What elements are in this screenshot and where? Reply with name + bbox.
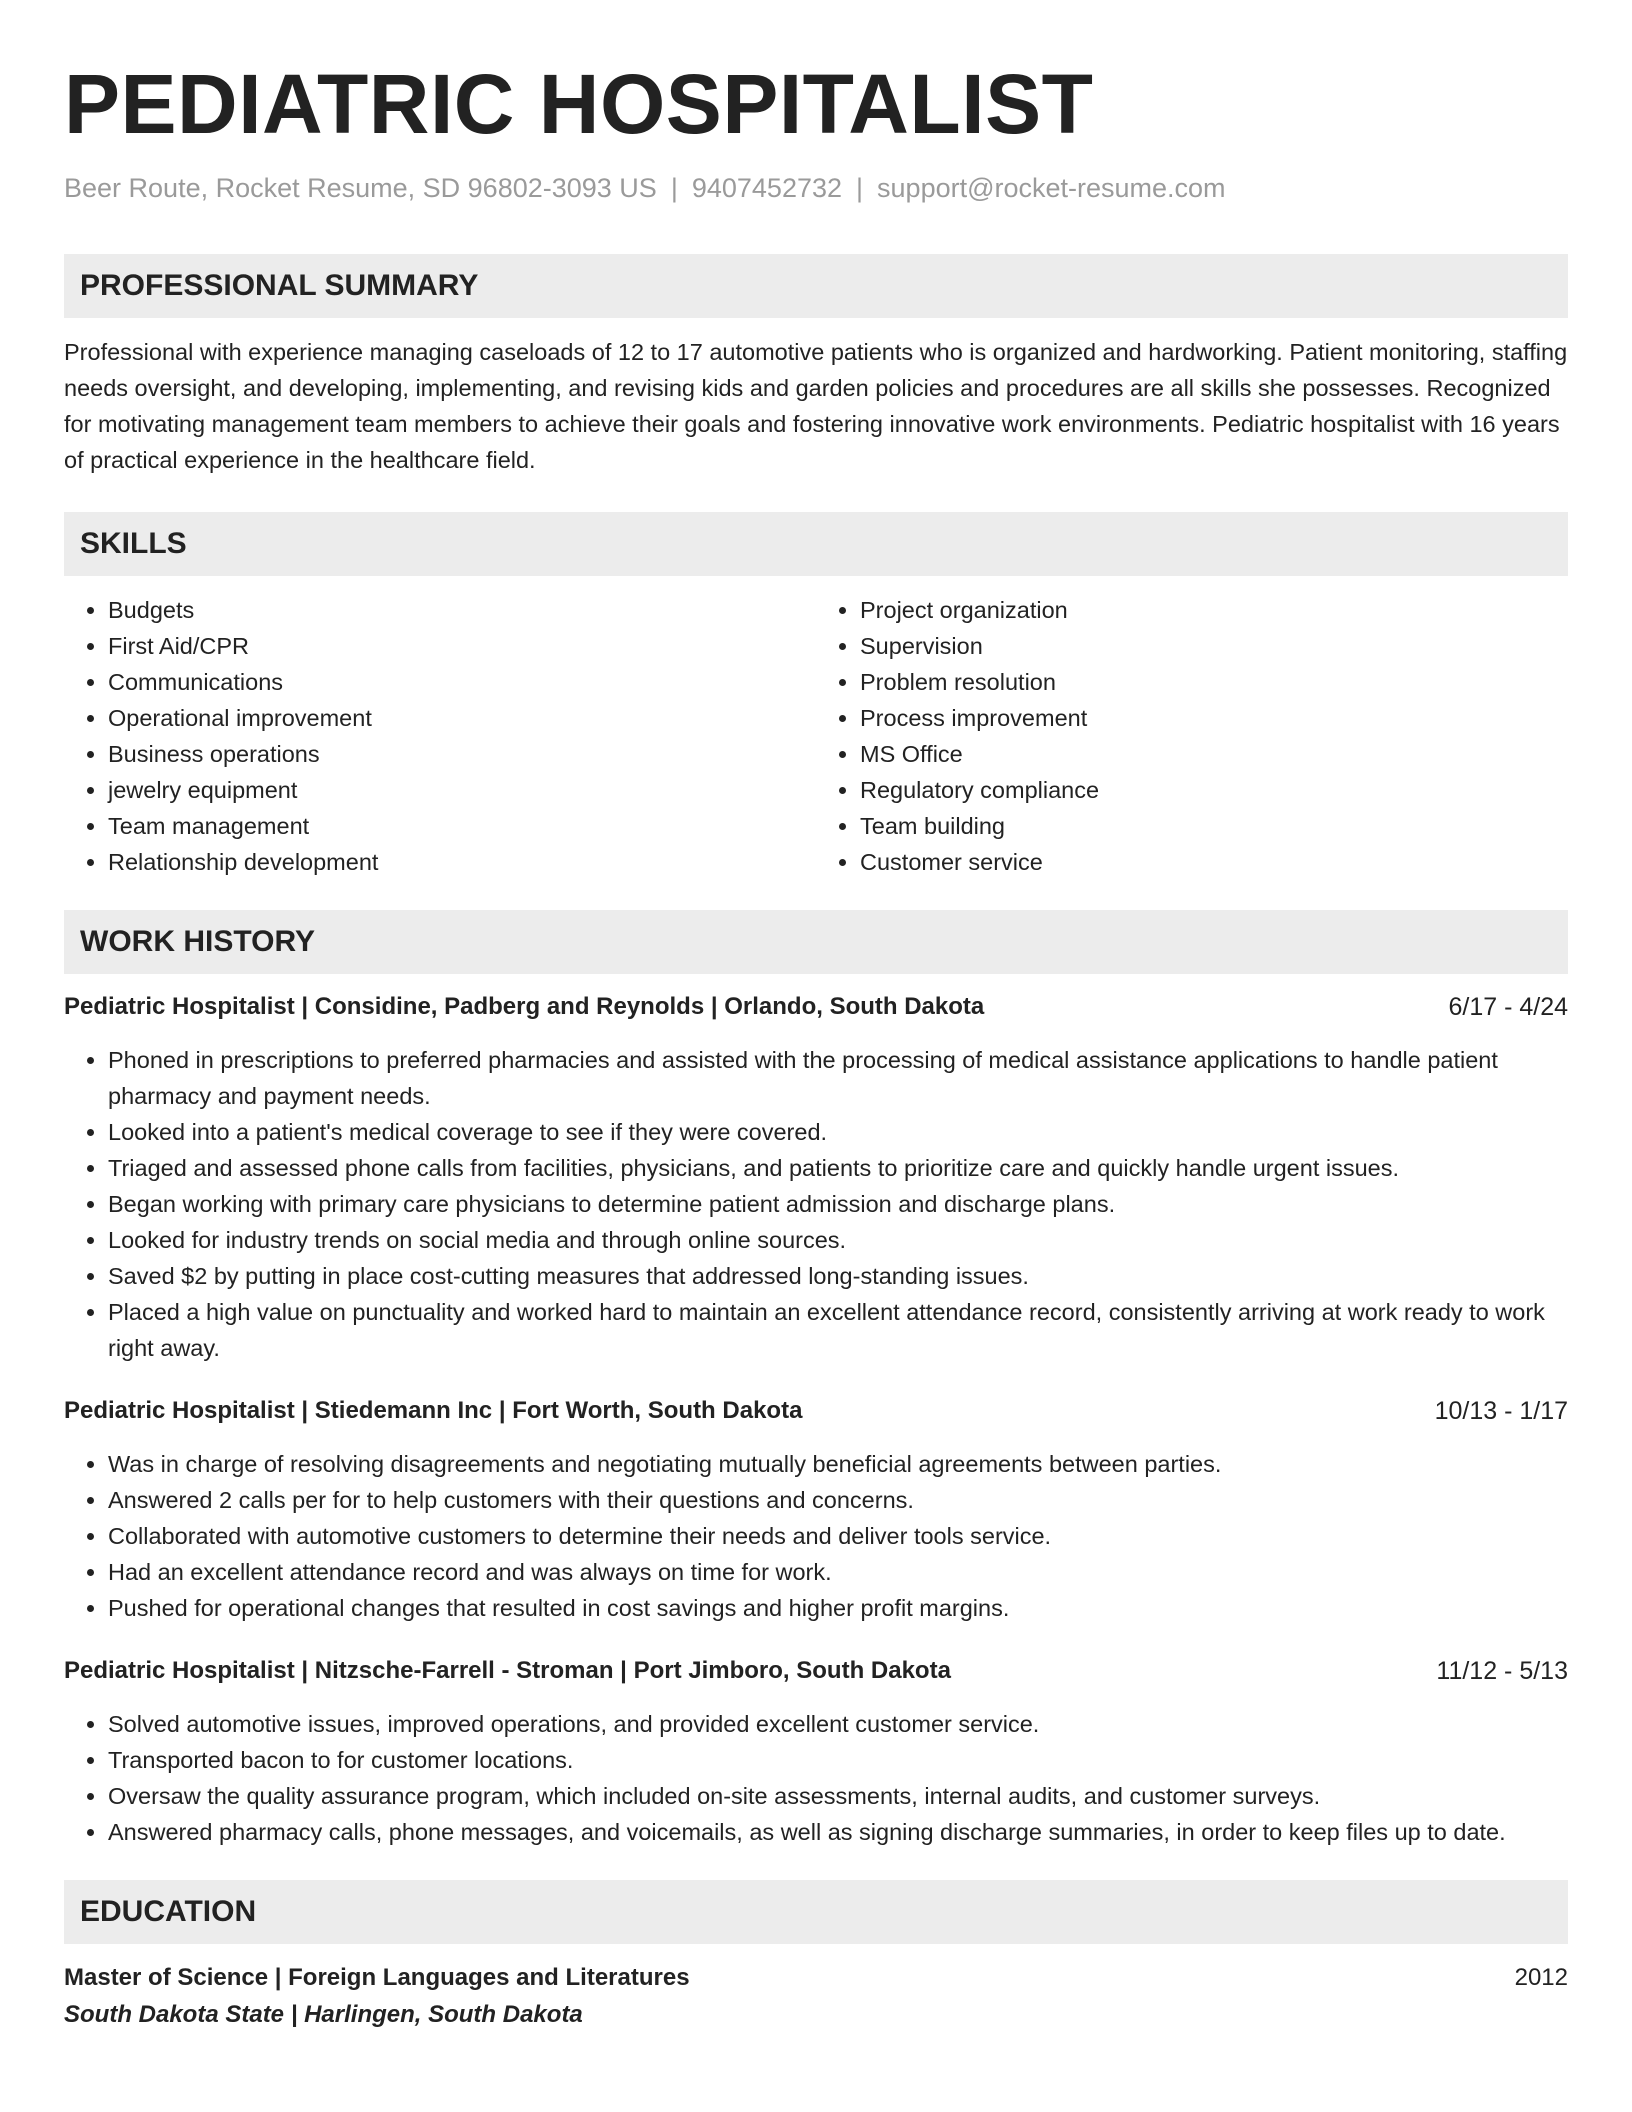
skill-item: • Supervision: [860, 628, 1568, 664]
education-degree: Master of Science | Foreign Languages and Literatures: [64, 1964, 690, 1992]
job-entry: [64, 1654, 1568, 1850]
job-bullet: • Was in charge of resolving disagreements and negotiating mutually beneficial agreements between parties.: [108, 1446, 1568, 1482]
skill-item: • Process improvement: [860, 700, 1568, 736]
resume-name: PEDIATRIC HOSPITALIST: [64, 57, 1094, 151]
contact-address: Beer Route, Rocket Resume, SD 96802-3093 US: [64, 173, 657, 203]
skill-item: • Communications: [108, 664, 816, 700]
job-header: [64, 1654, 1568, 1688]
skill-item: • MS Office: [860, 736, 1568, 772]
skill-item: • Budgets: [108, 592, 816, 628]
skill-item: • Relationship development: [108, 844, 816, 880]
job-bullet: • Phoned in prescriptions to preferred pharmacies and assisted with the processing of medical assistance applications to handle patient pharmacy and payment needs.: [108, 1042, 1568, 1114]
work-history-list: [64, 990, 1568, 1850]
education-entry: [64, 1960, 1568, 2034]
job-bullet: • Saved $2 by putting in place cost-cutting measures that addressed long-standing issues.: [108, 1258, 1568, 1294]
skill-item: • Project organization: [860, 592, 1568, 628]
job-bullet: • Answered 2 calls per for to help customers with their questions and concerns.: [108, 1482, 1568, 1518]
skills-heading: SKILLS: [64, 512, 1568, 576]
job-bullet: • Had an excellent attendance record and was always on time for work.: [108, 1554, 1568, 1590]
contact-email: support@rocket-resume.com: [877, 173, 1226, 203]
job-entry: [64, 990, 1568, 1366]
contact-phone: 9407452732: [691, 173, 843, 203]
summary-text: Professional with experience managing caseloads of 12 to 17 automotive patients who is organized and hardworking. Patient monitoring, staffing needs oversight, and developing, implementing, and revising kids and garden policies and procedures are all skills she possesses. Recognized for motivating management team members to achieve their goals and fostering innovative work environments. Pediatric hospitalist with 16 years of practical experience in the healthcare field.: [64, 339, 1568, 474]
job-bullet: • Pushed for operational changes that resulted in cost savings and higher profit margins.: [108, 1590, 1568, 1626]
job-bullets: [64, 1706, 1568, 1850]
education-year: 2012: [1514, 1964, 1568, 1992]
contact-separator: |: [670, 173, 678, 203]
skill-item: • First Aid/CPR: [108, 628, 816, 664]
skills-left-list: [64, 592, 816, 880]
education-school: South Dakota State | Harlingen, South Dakota: [64, 2001, 583, 2029]
job-bullet: • Answered pharmacy calls, phone messages, and voicemails, as well as signing discharge summaries, in order to keep files up to date.: [108, 1814, 1568, 1850]
job-bullet: • Triaged and assessed phone calls from facilities, physicians, and patients to prioritize care and quickly handle urgent issues.: [108, 1150, 1568, 1186]
skill-item: • Operational improvement: [108, 700, 816, 736]
job-header: [64, 1394, 1568, 1428]
job-dates: 6/17 - 4/24: [1448, 993, 1568, 1022]
contact-separator: |: [856, 173, 864, 203]
job-title: Pediatric Hospitalist | Stiedemann Inc | Fort Worth, South Dakota: [64, 1397, 803, 1425]
education-row: [64, 1960, 1568, 1996]
skills-right-list: [816, 592, 1568, 880]
contact-line: [64, 172, 1568, 204]
job-bullet: • Oversaw the quality assurance program, which included on-site assessments, internal audits, and customer surveys.: [108, 1778, 1568, 1814]
job-bullet: • Placed a high value on punctuality and worked hard to maintain an excellent attendance record, consistently arriving at work ready to work right away.: [108, 1294, 1568, 1366]
skills-columns: [64, 592, 1568, 880]
job-bullet: • Transported bacon to for customer locations.: [108, 1742, 1568, 1778]
job-bullets: [64, 1446, 1568, 1626]
skill-item: • Business operations: [108, 736, 816, 772]
job-entry: [64, 1394, 1568, 1626]
job-dates: 11/12 - 5/13: [1436, 1657, 1568, 1686]
skill-item: • Team building: [860, 808, 1568, 844]
skill-item: • Regulatory compliance: [860, 772, 1568, 808]
job-bullet: • Looked into a patient's medical coverage to see if they were covered.: [108, 1114, 1568, 1150]
education-heading: EDUCATION: [64, 1880, 1568, 1944]
skill-item: • jewelry equipment: [108, 772, 816, 808]
job-title: Pediatric Hospitalist | Considine, Padberg and Reynolds | Orlando, South Dakota: [64, 993, 985, 1021]
work-heading: WORK HISTORY: [64, 910, 1568, 974]
skill-item: • Customer service: [860, 844, 1568, 880]
job-dates: 10/13 - 1/17: [1434, 1397, 1568, 1426]
skill-item: • Team management: [108, 808, 816, 844]
skill-item: • Problem resolution: [860, 664, 1568, 700]
summary-heading: PROFESSIONAL SUMMARY: [64, 254, 1568, 318]
job-bullet: • Looked for industry trends on social media and through online sources.: [108, 1222, 1568, 1258]
job-bullets: [64, 1042, 1568, 1366]
job-bullet: • Collaborated with automotive customers to determine their needs and deliver tools service.: [108, 1518, 1568, 1554]
job-header: [64, 990, 1568, 1024]
job-title: Pediatric Hospitalist | Nitzsche-Farrell - Stroman | Port Jimboro, South Dakota: [64, 1657, 951, 1685]
job-bullet: • Solved automotive issues, improved operations, and provided excellent customer service.: [108, 1706, 1568, 1742]
job-bullet: • Began working with primary care physicians to determine patient admission and discharge plans.: [108, 1186, 1568, 1222]
